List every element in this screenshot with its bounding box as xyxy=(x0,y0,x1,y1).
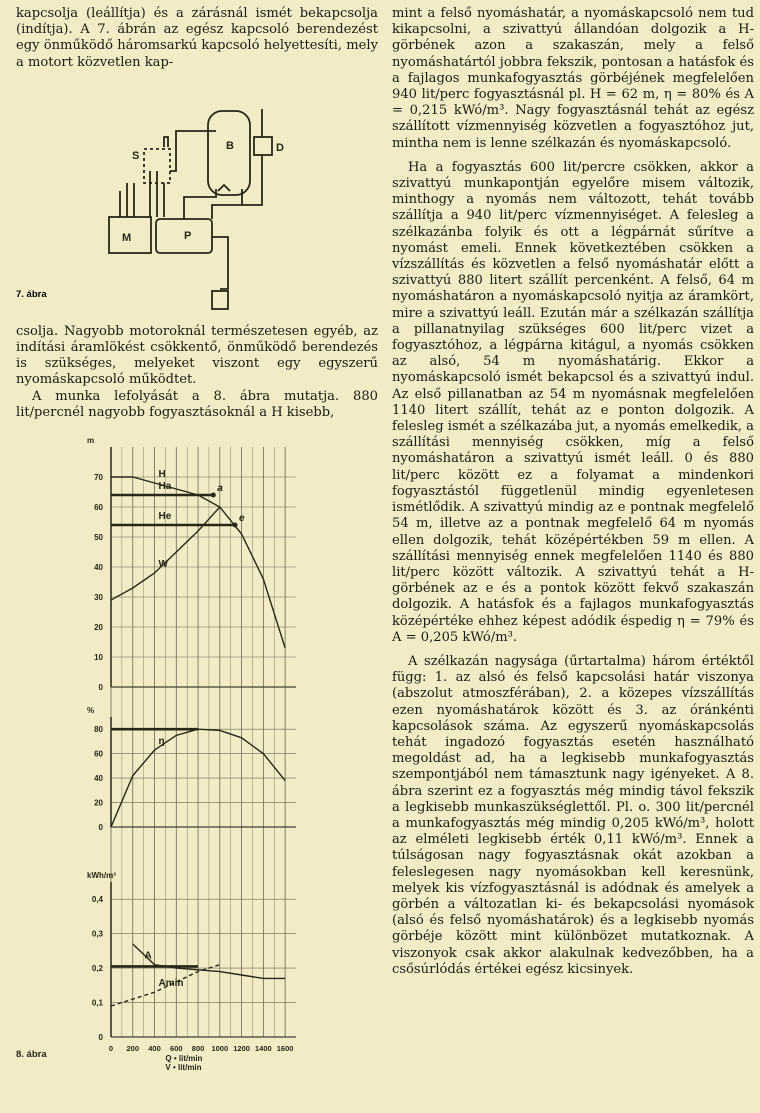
x-tick-label: 1000 xyxy=(211,1044,229,1054)
y-tick-label: 70 xyxy=(94,473,103,483)
series-label-Amin: Amin xyxy=(158,978,184,990)
x-tick-label: 600 xyxy=(170,1044,183,1054)
right-paragraph-1: mint a felső nyomáshatár, a nyomáskapcsoló nem tud kikapcsolni, a szivattyú állandóan dolgozik a H-görbének azon a szakaszán, mely a felső nyomáshatártól jobbra fekszik, pontosan a hatásfok és a fajlagos munkafogyasztás görbéjének megfelelően 940 lit/perc fogyasztásnál pl. H = 62 m, η = 80% és A = 0,215 kWó/m³. Nagy fogyasztásnál tehát az egész szállított vízmennyiség közvetlen a fogyasztóhoz jut, mintha nem is lenne szélkazán és nyomáskapcsoló. xyxy=(392,6,754,151)
y-tick-label: 40 xyxy=(94,563,103,573)
tank-body xyxy=(208,111,250,195)
y-axis-label-1: % xyxy=(87,706,95,716)
x-axis-label-v: V • lit/min xyxy=(165,1063,202,1073)
y-tick-label: 0 xyxy=(98,823,103,833)
fig7-label-d: D xyxy=(276,141,284,154)
y-axis-label-2: kWh/m³ xyxy=(87,871,116,881)
y-tick-label: 40 xyxy=(94,774,103,784)
x-tick-label: 1600 xyxy=(276,1044,294,1054)
y-tick-label: 0,3 xyxy=(91,929,103,939)
y-tick-label: 10 xyxy=(94,653,103,663)
left-paragraph-2: csolja. Nagyobb motoroknál természetesen egyéb, az indítási áramlökést csökkentő, önműködő berendezés is szükséges, melyeket viszont egy egyszerű nyomáskapcsoló működtet. xyxy=(16,323,378,388)
y-tick-label: 0 xyxy=(98,1033,103,1043)
right-paragraph-3: A szélkazán nagysága (űrtartalma) három értéktől függ: 1. az alsó és felső kapcsolási határ viszonya (abszolut atmoszférában), 2. a közepes vízszállítás ezen nyomáshatárok között és 3. az óránkénti kapcsolások száma. Az egyszerű nyomáskapcsolás tehát ingadozó fogyasztás esetén használható megoldást ad, ha a legkisebb munkafogyasztás szempontjából nem támasztunk nagy igényeket. A 8. ábra szerint ez a fogyasztás még mindig távol fekszik a legkisebb munkaszükséglettől. Pl. o. 300 lit/percnél a munkafogyasztás még mindig 0,205 kWó/m³, holott az elméleti legkisebb érték 0,11 kWó/m³. Ennek a túlságosan nagy fogyasztásnak okát azokban a feleslegesen nagy nyomásokban kell keresnünk, melyek kis vízfogyasztásnál is adódnak és amelyek a görbén a változatlan ki- és bekapcsolási nyomások (alsó és felső nyomáshatárok) és a legkisebb nyomás görbéje között mint különbözet mutatkoznak. A viszonyok csak akkor alakulnak kedvezőbben, ha a csősúrlódás értékei egész kicsinyek. xyxy=(392,653,754,977)
y-tick-label: 0 xyxy=(98,683,103,693)
series-label-Ha: Ha xyxy=(158,481,172,493)
y-axis-label-0: m xyxy=(87,436,95,446)
y-tick-label: 0,4 xyxy=(91,895,103,905)
figure-8 xyxy=(16,427,378,1073)
y-tick-label: 0,2 xyxy=(91,964,103,974)
y-tick-label: 20 xyxy=(94,623,103,633)
figure-8-caption: 8. ábra xyxy=(16,1049,47,1061)
right-column xyxy=(392,6,754,978)
fig7-label-p: P xyxy=(184,229,192,242)
series-label-He: He xyxy=(158,511,172,523)
figure-7-caption: 7. ábra xyxy=(16,288,47,300)
point-a xyxy=(211,493,216,498)
y-tick-label: 50 xyxy=(94,533,103,543)
x-axis-label-q: Q • lit/min xyxy=(165,1054,203,1064)
left-column xyxy=(16,6,378,1073)
series-label-H: H xyxy=(158,469,166,481)
series-label-η: η xyxy=(158,736,165,748)
left-paragraph-3: A munka lefolyását a 8. ábra mutatja. 880 lit/percnél nagyobb fogyasztásoknál a H kisebb, xyxy=(16,388,378,420)
y-tick-label: 20 xyxy=(94,798,103,808)
figure-7-diagram xyxy=(16,79,378,324)
y-tick-label: 30 xyxy=(94,593,103,603)
right-paragraph-2: Ha a fogyasztás 600 lit/percre csökken, akkor a szivattyú munkapontján egyelőre misem változik, minthogy a nyomás nem változott, tehát tovább szállítja a 940 lit/perc vízmennyiséget. A felesleg a szélkazánba folyik és ott a légpárnát sűrítve a nyomást emeli. Ennek következtében csökken a vízszállítás és közvetlen a felső nyomáshatár előtt a szivattyú 880 litert szállít percenként. A felső, 64 m nyomáshatáron a nyomáskapcsoló nyitja az áramkört, mire a szivattyú leáll. Ezután már a szélkazán szállítja a pillanatnyilag szükséges 600 lit/perc vizet a fogyasztóhoz, a légpárna kitágul, a nyomás csökken az alsó, 54 m nyomáshatárig. Ekkor a nyomáskapcsoló ismét bekapcsol és a szivattyú indul. Az első pillanatban az 54 m nyomásnak megfelelően 1140 litert szállít, tehát az e ponton dolgozik. A felesleg ismét a szélkazába jut, a nyomás emelkedik, a szállítási mennyiség csökken, míg a felső nyomáshatáron a szivattyú ismét leáll. 0 és 880 lit/perc között ez a folyamat a mindenkori fogyasztástól függetlenül mindig egyenletesen ismétlődik. A szivattyú mindig az e pontnak megfelelő 54 m, illetve az a pontnak megfelelő 64 m nyomás ellen dolgozik, tehát középértékben 59 m ellen. A szállítási mennyiség ennek megfelelően 1140 és 880 lit/perc között változik. A szivattyú tehát a H-görbének az e és a pontok között fekvő szakaszán dolgozik. A hatásfok és a fajlagos munkafogyasztás középértéke ehhez képest adódik éspedig η = 79% és A = 0,205 kWó/m³. xyxy=(392,159,754,645)
point-e xyxy=(233,523,238,528)
left-paragraph-1: kapcsolja (leállítja) és a zárásnál ismét bekapcsolja (indítja). A 7. ábrán az egész kapcsoló berendezést egy önműködő háromsarkú kapcsoló helyettesíti, mely a motort közvetlen kap- xyxy=(16,6,378,70)
figure-7 xyxy=(16,79,378,324)
point-label-e: e xyxy=(239,513,245,525)
x-tick-label: 200 xyxy=(126,1044,140,1054)
fig7-label-s: S xyxy=(132,149,140,162)
series-label-A: A xyxy=(144,950,152,962)
series-label-W: W xyxy=(158,559,168,571)
x-tick-label: 1200 xyxy=(233,1044,250,1054)
x-tick-label: 0 xyxy=(108,1044,114,1054)
point-label-a: a xyxy=(217,483,223,495)
fig7-label-b: B xyxy=(226,139,234,152)
y-tick-label: 60 xyxy=(94,749,103,759)
x-tick-label: 1400 xyxy=(255,1044,272,1054)
x-tick-label: 800 xyxy=(191,1044,205,1054)
figure-8-chart xyxy=(16,427,378,1073)
y-tick-label: 80 xyxy=(94,725,103,735)
fig7-label-m: M xyxy=(122,231,132,244)
gauge-box xyxy=(254,137,272,155)
y-tick-label: 60 xyxy=(94,503,103,513)
x-tick-label: 400 xyxy=(148,1044,161,1054)
y-tick-label: 0,1 xyxy=(91,998,103,1008)
